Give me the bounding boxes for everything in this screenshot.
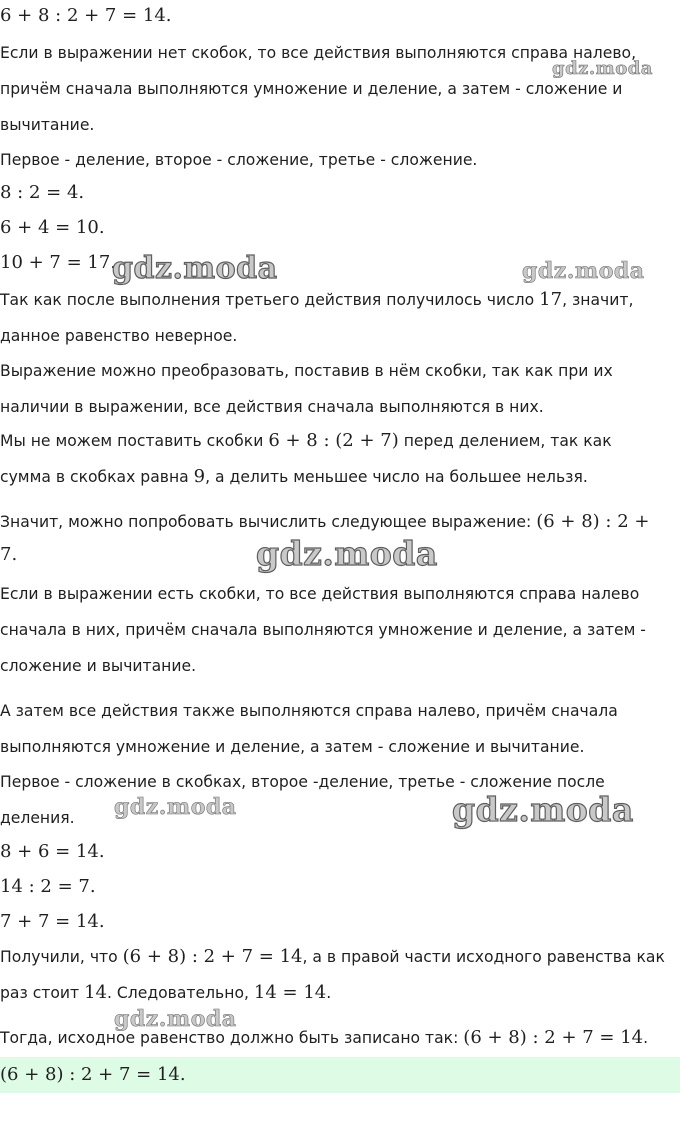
equation-line: 8 + 6 = 14. bbox=[0, 841, 105, 862]
text-line: данное равенство неверное. bbox=[0, 327, 238, 345]
text-line: вычитание. bbox=[0, 116, 95, 134]
equation-line: 7. bbox=[0, 544, 18, 565]
text-line: Значит, можно попробовать вычислить следующее выражение: (6 + 8) : 2 + bbox=[0, 511, 650, 532]
equation-line: 14 : 2 = 7. bbox=[0, 876, 96, 897]
equation-line: 6 + 8 : 2 + 7 = 14. bbox=[0, 5, 172, 26]
watermark-logo: gdz.moda bbox=[256, 534, 438, 573]
watermark-logo: gdz.moda bbox=[112, 251, 278, 286]
equation-line: 10 + 7 = 17. bbox=[0, 252, 117, 273]
watermark-logo: gdz.moda bbox=[114, 794, 237, 820]
text-line: причём сначала выполняются умножение и деление, а затем - сложение и bbox=[0, 80, 623, 98]
text-line: Первое - сложение в скобках, второе -деление, третье - сложение после bbox=[0, 773, 605, 791]
text-line: сложение и вычитание. bbox=[0, 657, 197, 675]
answer-equation: (6 + 8) : 2 + 7 = 14. bbox=[0, 1064, 186, 1085]
text-line: Получили, что (6 + 8) : 2 + 7 = 14, а в правой части исходного равенства как bbox=[0, 946, 665, 967]
text-line: Первое - деление, второе - сложение, третье - сложение. bbox=[0, 151, 478, 169]
text-line: Выражение можно преобразовать, поставив в нём скобки, так как при их bbox=[0, 362, 613, 380]
text-line: деления. bbox=[0, 809, 75, 827]
watermark-logo: gdz.moda bbox=[552, 58, 653, 79]
answer-highlight bbox=[0, 1057, 680, 1093]
text-line: сумма в скобках равна 9, а делить меньшее число на большее нельзя. bbox=[0, 466, 588, 487]
equation-line: 6 + 4 = 10. bbox=[0, 217, 105, 238]
text-line: Так как после выполнения третьего действия получилось число 17, значит, bbox=[0, 289, 634, 310]
text-line: сначала в них, причём сначала выполняются умножение и деление, а затем - bbox=[0, 621, 646, 639]
text-line: Если в выражении нет скобок, то все действия выполняются справа налево, bbox=[0, 44, 637, 62]
equation-line: 8 : 2 = 4. bbox=[0, 182, 85, 203]
watermark-logo: gdz.moda bbox=[114, 1006, 237, 1032]
text-line: А затем все действия также выполняются справа налево, причём сначала bbox=[0, 702, 618, 720]
watermark-logo: gdz.moda bbox=[522, 258, 645, 284]
text-line: раз стоит 14. Следовательно, 14 = 14. bbox=[0, 982, 332, 1003]
text-line: Если в выражении есть скобки, то все действия выполняются справа налево bbox=[0, 585, 640, 603]
text-line: наличии в выражении, все действия сначала выполняются в них. bbox=[0, 398, 544, 416]
text-line: Мы не можем поставить скобки 6 + 8 : (2 + 7) перед делением, так как bbox=[0, 430, 612, 451]
text-line: выполняются умножение и деление, а затем - сложение и вычитание. bbox=[0, 738, 585, 756]
equation-line: 7 + 7 = 14. bbox=[0, 911, 105, 932]
watermark-logo: gdz.moda bbox=[452, 790, 634, 829]
text-line: Тогда, исходное равенство должно быть записано так: (6 + 8) : 2 + 7 = 14. bbox=[0, 1027, 649, 1048]
